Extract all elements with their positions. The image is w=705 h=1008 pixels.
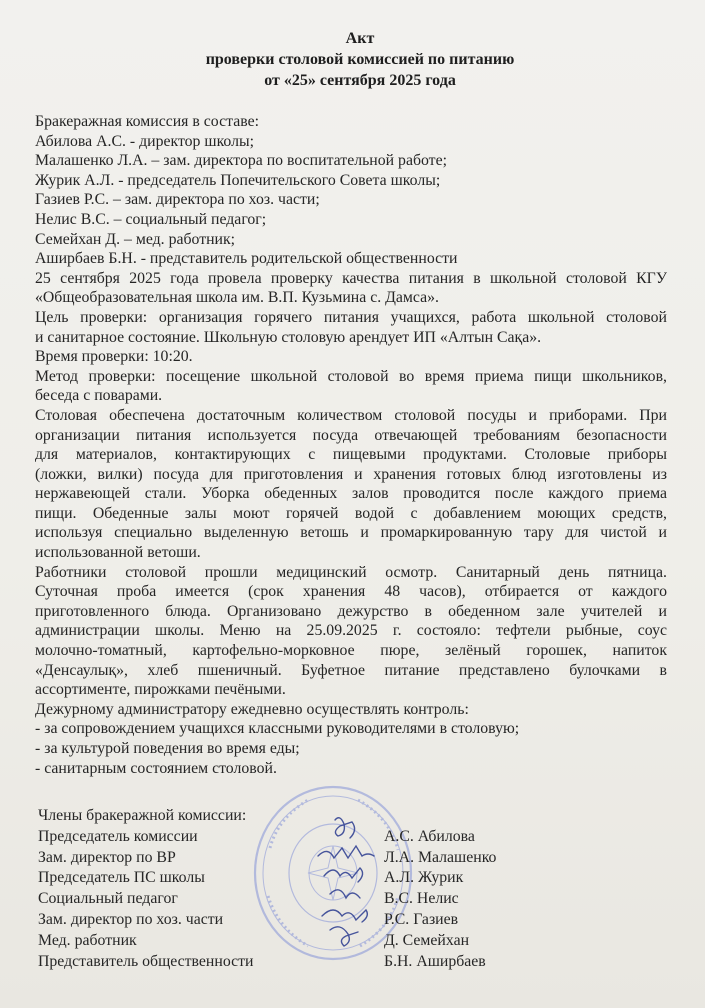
signature-role: Председатель ПС школы	[38, 869, 205, 887]
signature-row	[38, 827, 658, 848]
signature-row	[38, 952, 658, 973]
title-line-3: от «25» сентября 2025 года	[264, 72, 456, 89]
signature-role: Мед. работник	[38, 931, 137, 949]
signature-name: А.С. Абилова	[384, 827, 475, 845]
paragraph-line: использованной ветоши.	[35, 544, 201, 562]
paragraph-line: (ложки, вилки) посуда для приготовления и хранения готовых блюд изготовлены из	[35, 465, 667, 483]
signature-block	[38, 806, 658, 972]
signature-row	[38, 889, 658, 910]
control-intro: Дежурному администратору ежедневно осуществлять контроль:	[35, 700, 469, 718]
paragraph-line: молочно-томатный, картофельно-морковное пюре, зелёный горошек, напиток	[35, 642, 667, 660]
signature-row	[38, 910, 658, 931]
commission-member: Семейхан Д. – мед. работник;	[35, 230, 236, 248]
signature-name: Б.Н. Аширбаев	[384, 952, 486, 970]
commission-member: Малашенко Л.А. – зам. директора по воспитательной работе;	[35, 152, 447, 170]
commission-member: Нелис В.С. – социальный педагог;	[35, 210, 267, 228]
paragraph-line: беседа с поварами.	[35, 387, 163, 405]
paragraph-line: Работники столовой прошли медицинский осмотр. Санитарный день пятница.	[35, 563, 667, 581]
paragraph-line: Цель проверки: организация горячего питания учащихся, работа школьной столовой	[35, 308, 667, 326]
signature-role: Представитель общественности	[38, 952, 254, 970]
paragraph-line: Метод проверки: посещение школьной столовой во время приема пищи школьников,	[35, 367, 667, 385]
commission-member: Абилова А.С. - директор школы;	[35, 132, 255, 150]
signature-name: Д. Семейхан	[384, 931, 470, 949]
paragraph-line: и санитарное состояние. Школьную столовую арендует ИП «Алтын Сақа».	[35, 328, 542, 346]
paragraph-line: для материалов, контактирующих с пищевыми продуктами. Столовые приборы	[35, 446, 667, 464]
signature-name: А.Л. Журик	[384, 869, 464, 887]
paragraph-line: Столовая обеспечена достаточным количеством столовой посуды и приборами. При	[35, 406, 667, 424]
signature-name: Р.С. Газиев	[384, 910, 459, 928]
signature-role: Социальный педагог	[38, 890, 178, 908]
document-title	[150, 28, 570, 91]
paragraph-line: администрации школы. Меню на 25.09.2025 г. состояло: тефтели рыбные, соус	[35, 622, 667, 640]
signature-row	[38, 931, 658, 952]
paragraph-line: «Денсаулық», хлеб пшеничный. Буфетное питание представлено булочками в	[35, 661, 667, 679]
document-body	[35, 112, 667, 778]
commission-member: Аширбаев Б.Н. - представитель родительской общественности	[35, 250, 458, 268]
title-line-1: Акт	[345, 30, 375, 47]
commission-member: Журик А.Л. - председатель Попечительского Совета школы;	[35, 171, 441, 189]
signatures-header: Члены бракеражной комиссии:	[38, 807, 247, 824]
paragraph-line: приготовленного блюда. Организовано дежурство в обеденном зале учителей и	[35, 602, 667, 620]
paragraph-line: «Общеобразовательная школа им. В.П. Кузьмина с. Дамса».	[35, 289, 439, 307]
inspection-time: Время проверки: 10:20.	[35, 348, 193, 366]
control-item: - за сопровождением учащихся классными руководителями в столовую;	[35, 720, 520, 738]
signature-role: Председатель комиссии	[38, 827, 198, 845]
signature-name: В.С. Нелис	[384, 890, 459, 908]
commission-member: Газиев Р.С. – зам. директора по хоз. части;	[35, 191, 320, 209]
control-item: - санитарным состоянием столовой.	[35, 759, 277, 777]
paragraph-line: используя специально выделенную ветошь и промаркированную тару для чистой и	[35, 524, 667, 542]
signature-name: Л.А. Малашенко	[384, 848, 497, 866]
commission-intro: Бракеражная комиссия в составе:	[35, 113, 259, 130]
signature-row	[38, 848, 658, 869]
signature-role: Зам. директор по хоз. части	[38, 910, 224, 928]
signature-role: Зам. директор по ВР	[38, 848, 176, 866]
paragraph-line: Суточная проба имеется (срок хранения 48 часов), отбирается от каждого	[35, 583, 667, 601]
paragraph-line: нержавеющей стали. Уборка обеденных залов проводится после каждого приема	[35, 485, 667, 503]
title-line-2: проверки столовой комиссией по питанию	[205, 51, 515, 68]
paragraph-line: пищи. Обеденные залы моют горячей водой с добавлением моющих средств,	[35, 504, 667, 522]
control-item: - за культурой поведения во время еды;	[35, 740, 300, 757]
paragraph-line: 25 сентября 2025 года провела проверку качества питания в школьной столовой КГУ	[35, 269, 667, 287]
paragraph-line: организации питания используется посуда отвечающей требованиям безопасности	[35, 426, 667, 444]
signature-row	[38, 868, 658, 889]
paragraph-line: ассортименте, пирожками печёными.	[35, 681, 286, 699]
